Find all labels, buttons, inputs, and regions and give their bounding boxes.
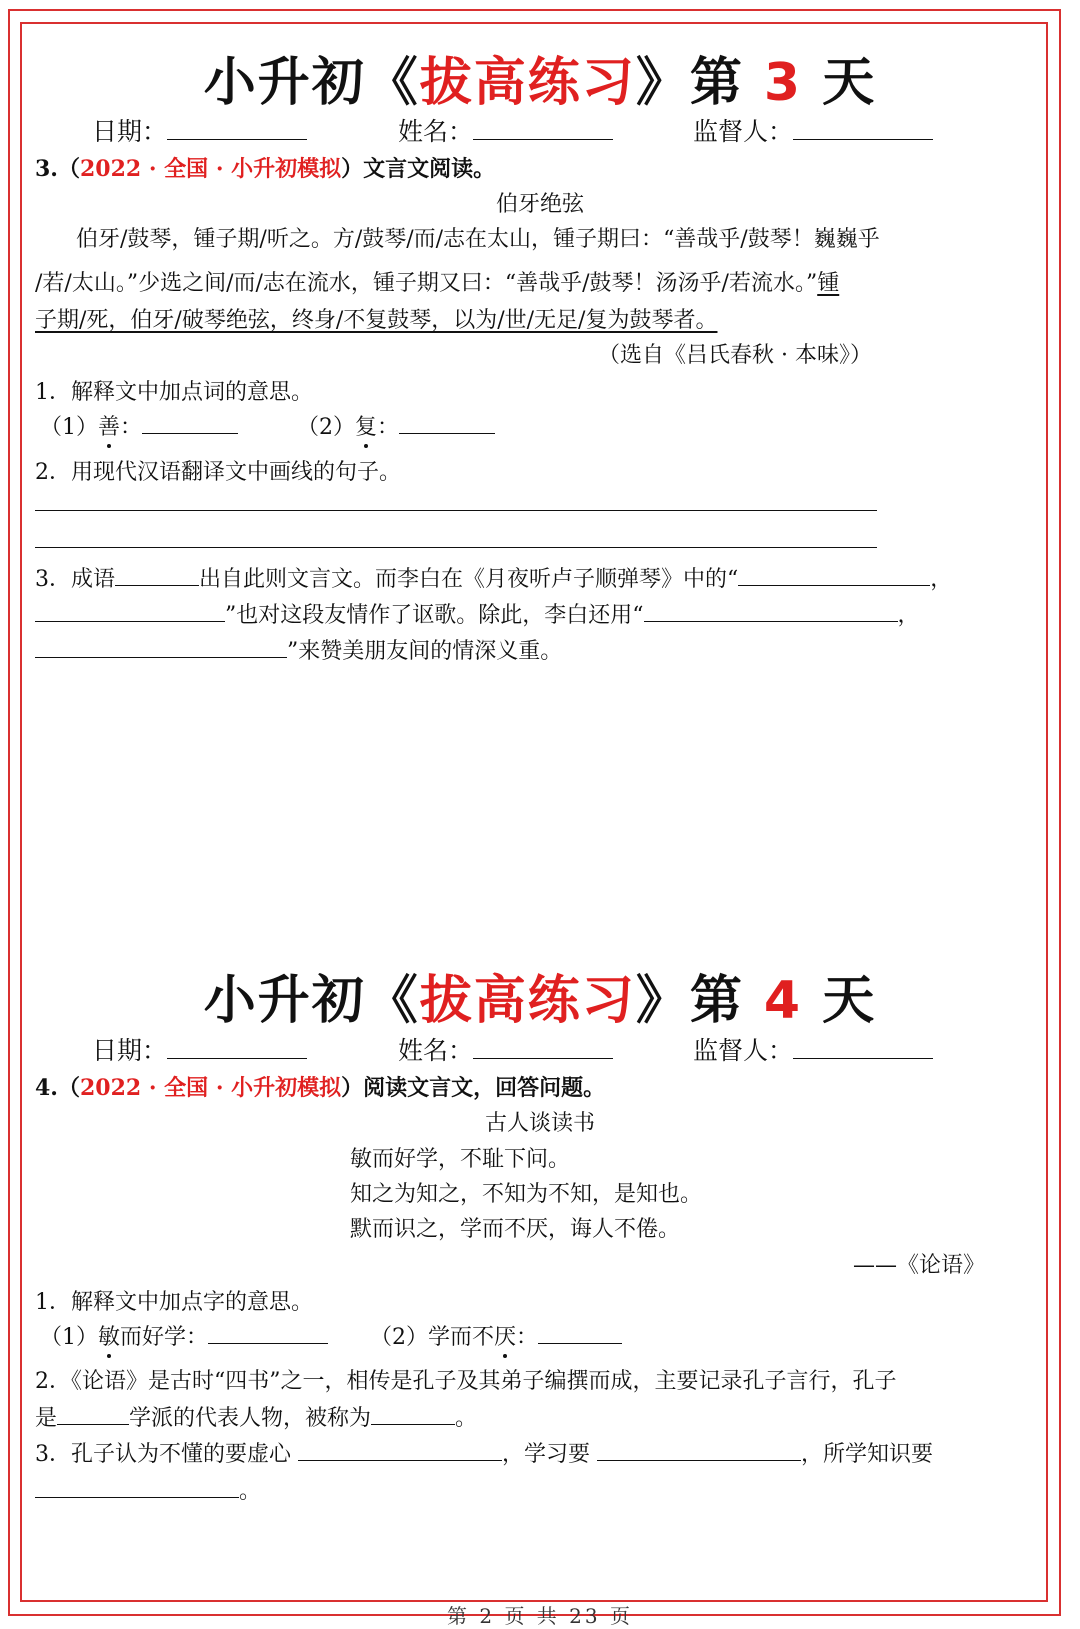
day3-sub3-line1: 3．成语 出自此则文言文。而李白在《月夜听卢子顺弹琴》中的“ ， [35, 567, 953, 592]
day4-sub1-a-blank[interactable] [208, 1343, 328, 1344]
day4-question-header: 4.（2022 · 全国 · 小升初模拟）阅读文言文，回答问题。 [35, 1075, 606, 1101]
day3-idiom-blank[interactable] [115, 585, 199, 586]
day4-sub3-blank-2[interactable] [597, 1460, 801, 1461]
day4-sub1-b-blank[interactable] [538, 1343, 622, 1344]
day4-sub3-line1: 3．孔子认为不懂的要虚心 ，学习要 ，所学知识要 [35, 1442, 934, 1467]
day4-sub3-blank-3[interactable] [35, 1497, 239, 1498]
day4-school-blank[interactable] [57, 1424, 129, 1425]
day4-citation: ——《论语》 [853, 1253, 986, 1278]
day4-sub1-prompt: 1．解释文中加点字的意思。 [35, 1290, 313, 1315]
day3-date-blank[interactable] [167, 139, 307, 140]
emphasis-dot-char: 敏 [98, 1320, 120, 1351]
day3-poem-blank-3[interactable] [644, 621, 898, 622]
day4-sub3-line2: 。 [35, 1474, 261, 1505]
day3-title: 小升初《拔高练习》第 3 天 [203, 53, 877, 113]
day4-supervisor-blank[interactable] [793, 1058, 933, 1059]
day4-name-blank[interactable] [473, 1058, 613, 1059]
day4-title-blank[interactable] [371, 1424, 455, 1425]
day3-answer-line-1[interactable] [35, 510, 877, 511]
day3-sub1-b: （2）复： [297, 410, 495, 441]
day4-supervisor-field: 监督人： [693, 1031, 933, 1067]
day3-passage-line3-underlined: 子期/死，伯牙/破琴绝弦，终身/不复鼓琴，以为/世/无足/复为鼓琴者。 [35, 308, 718, 333]
day3-sub1-b-blank[interactable] [399, 433, 495, 434]
day3-sub2-prompt: 2．用现代汉语翻译文中画线的句子。 [35, 460, 401, 485]
day3-supervisor-field: 监督人： [693, 112, 933, 148]
day3-poem-blank-1[interactable] [738, 585, 930, 586]
emphasis-dot-char: 善 [98, 410, 120, 441]
day4-title: 小升初《拔高练习》第 4 天 [203, 971, 877, 1031]
day3-sub1-a-blank[interactable] [142, 433, 238, 434]
day4-passage-line2: 知之为知之，不知为不知，是知也。 [350, 1182, 703, 1207]
emphasis-dot-char: 厌 [494, 1320, 516, 1351]
day3-name-blank[interactable] [473, 139, 613, 140]
day3-passage-line2: /若/太山。”少选之间/而/志在流水，锺子期又曰：“善哉乎/鼓琴！汤汤乎/若流水。”锺 [35, 271, 840, 296]
day4-passage-line3: 默而识之，学而不厌，诲人不倦。 [350, 1217, 681, 1242]
day3-supervisor-blank[interactable] [793, 139, 933, 140]
day4-sub2-line2: 是 学派的代表人物，被称为 。 [35, 1406, 478, 1431]
day4-name-field: 姓名： [398, 1031, 613, 1067]
day4-passage-line1: 敏而好学，不耻下问。 [350, 1147, 571, 1172]
day3-question-header: 3.（2022 · 全国 · 小升初模拟）文言文阅读。 [35, 156, 496, 182]
day3-sub1-a: （1）善： [40, 410, 238, 441]
day4-sub3-blank-1[interactable] [298, 1460, 502, 1461]
day3-sub3-line2: ”也对这段友情作了讴歌。除此，李白还用“ ， [35, 598, 920, 629]
day3-poem-blank-4[interactable] [35, 657, 287, 658]
day3-citation: （选自《吕氏春秋 · 本味》） [598, 343, 872, 368]
day3-poem-blank-2[interactable] [35, 621, 225, 622]
day4-date-field: 日期： [92, 1031, 307, 1067]
day3-name-field: 姓名： [398, 112, 613, 148]
day3-passage-line1: 伯牙/鼓琴，锺子期/听之。方/鼓琴/而/志在太山，锺子期曰：“善哉乎/鼓琴！巍巍乎 [76, 227, 880, 252]
day4-sub1-a: （1）敏而好学： [40, 1320, 328, 1351]
day3-answer-line-2[interactable] [35, 547, 877, 548]
emphasis-dot-char: 复 [355, 410, 377, 441]
day4-date-blank[interactable] [167, 1058, 307, 1059]
day3-sub3-line3: ”来赞美朋友间的情深义重。 [35, 634, 562, 665]
day3-article-title: 伯牙绝弦 [495, 192, 584, 217]
day4-sub1-b: （2）学而不厌： [370, 1320, 622, 1351]
day3-date-field: 日期： [92, 112, 307, 148]
day3-sub1-prompt: 1．解释文中加点词的意思。 [35, 380, 313, 405]
day4-article-title: 古人谈读书 [484, 1111, 595, 1136]
page-footer: 第 2 页 共 23 页 [447, 1604, 633, 1628]
day4-sub2-line1: 2．《论语》是古时“四书”之一，相传是孔子及其弟子编撰而成，主要记录孔子言行，孔子 [35, 1369, 897, 1394]
